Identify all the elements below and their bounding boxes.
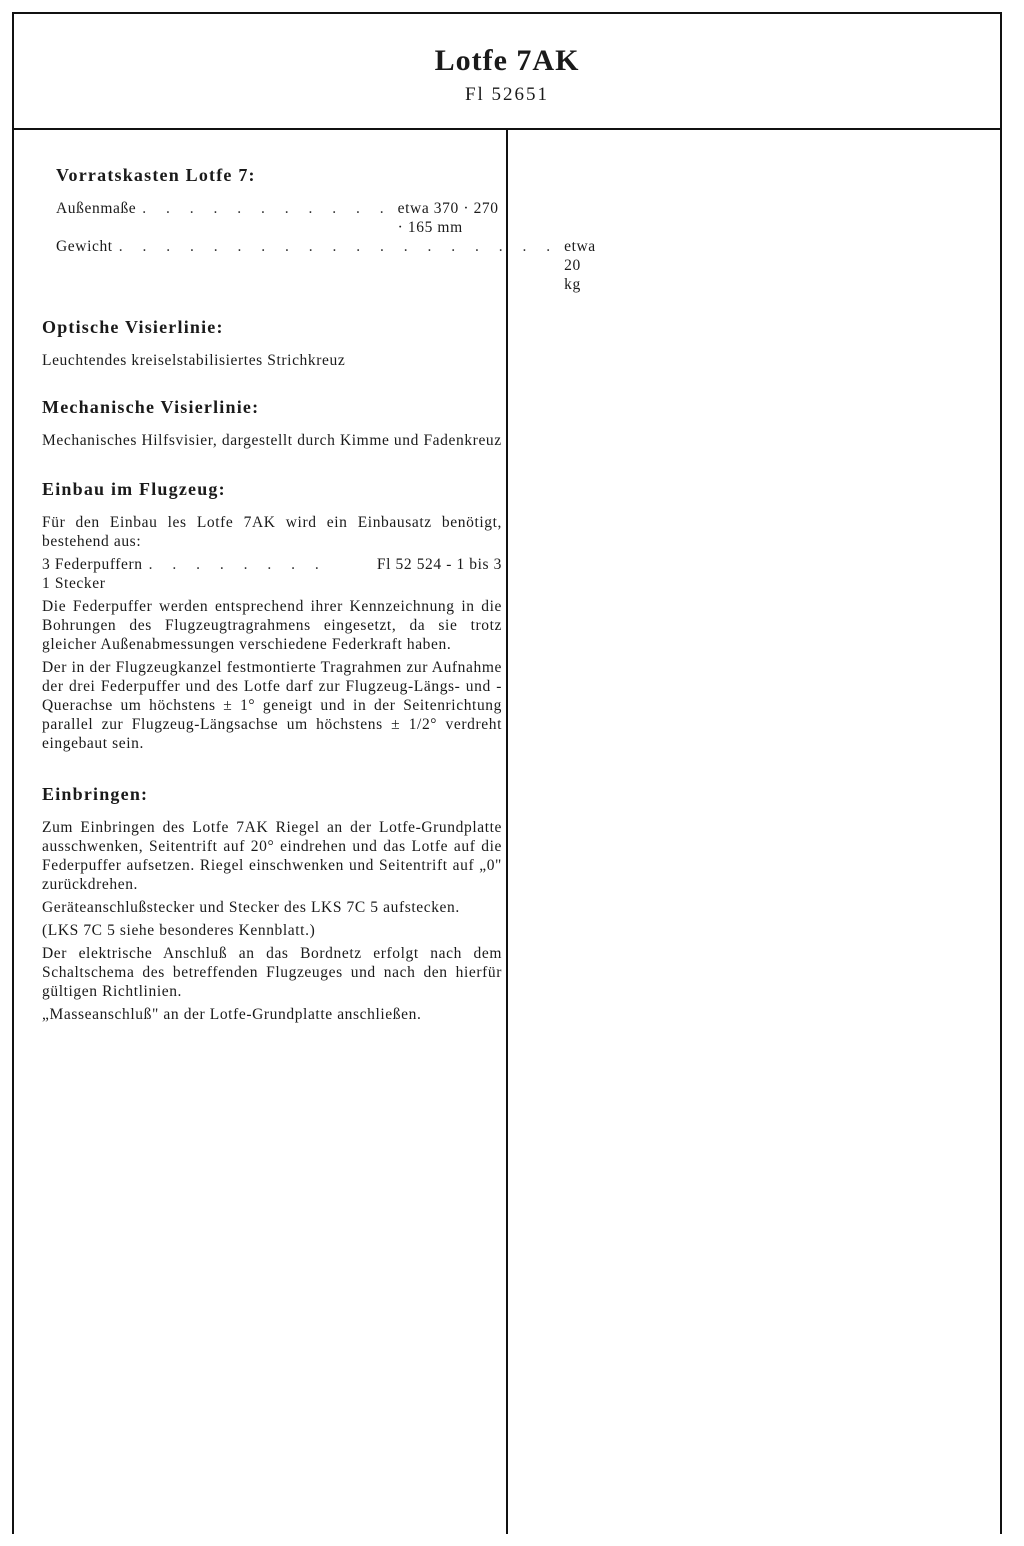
section-text: Leuchtendes kreiselstabilisiertes Strichkreuz — [42, 352, 346, 369]
spec-label: Außenmaße — [56, 200, 137, 217]
kit-item-row — [42, 555, 502, 574]
spec-label: Gewicht — [56, 238, 113, 255]
document-sheet — [12, 12, 1002, 1534]
section-text: (LKS 7C 5 siehe besonderes Kennblatt.) — [42, 922, 316, 939]
left-column — [42, 165, 596, 1028]
section-text: Mechanisches Hilfsvisier, dargestellt durch Kimme und Fadenkreuz — [42, 432, 502, 449]
section-text: Der elektrische Anschluß an das Bordnetz erfolgt nach dem Schaltschema des betreffenden Flugzeuges und nach den hierfür gültigen Richtlinien. — [42, 945, 502, 1000]
kit-item-label: 3 Federpuffern — [42, 556, 143, 573]
spec-value: etwa 20 kg — [564, 238, 596, 293]
section-text: Der in der Flugzeugkanzel festmontierte Tragrahmen zur Aufnahme der drei Federpuffer und des Lotfe darf zur Flugzeug-Längs- und -Querachse um höchstens ± 1° geneigt und in der Seitenrichtung parallel zur Flugzeug-Längsachse um höchstens ± 1/2° verdreht eingebaut sein. — [42, 659, 502, 752]
section-text: Für den Einbau les Lotfe 7AK wird ein Einbausatz benötigt, bestehend aus: — [42, 514, 502, 550]
document-title: Lotfe 7AK — [434, 44, 580, 77]
spec-row-dimensions — [56, 199, 502, 237]
document-code: Fl 52651 — [464, 84, 550, 105]
section-einbau — [42, 480, 502, 753]
section-vorratskasten — [42, 165, 596, 294]
section-einbringen — [42, 785, 502, 1024]
leader-dots: . . . . . . . . — [148, 556, 327, 573]
column-divider — [506, 130, 508, 1534]
section-heading: Einbringen: — [42, 784, 149, 804]
leader-dots: . . . . . . . . . . . . . . . . . . . — [118, 238, 559, 255]
section-text: Die Federpuffer werden entsprechend ihrer Kennzeichnung in die Bohrungen des Flugzeugtragrahmens eingesetzt, da sie trotz gleicher Außenabmessungen verschiedene Federkraft haben. — [42, 598, 502, 653]
leader-dots: . . . . . . . . . . . — [142, 200, 392, 217]
section-text: Zum Einbringen des Lotfe 7AK Riegel an der Lotfe-Grundplatte ausschwenken, Seitentrift auf 20° eindrehen und das Lotfe auf die Federpuffer aufsetzen. Riegel einschwenken und Seitentrift auf „0" zurückdrehen. — [42, 819, 502, 893]
section-text: Geräteanschlußstecker und Stecker des LKS 7C 5 aufstecken. — [42, 899, 460, 916]
kit-item-value: Fl 52 524 - 1 bis 3 — [376, 556, 502, 573]
section-heading: Einbau im Flugzeug: — [42, 479, 226, 499]
section-heading: Optische Visierlinie: — [42, 317, 224, 337]
section-heading: Vorratskasten Lotfe 7: — [56, 165, 256, 185]
spec-value: etwa 370 · 270 · 165 mm — [397, 200, 499, 236]
section-optische-visierlinie — [42, 318, 502, 370]
spec-row-weight — [56, 237, 596, 294]
section-heading: Mechanische Visierlinie: — [42, 397, 260, 417]
section-mechanische-visierlinie — [42, 398, 502, 450]
section-text: „Masseanschluß" an der Lotfe-Grundplatte anschließen. — [42, 1006, 422, 1023]
document-header — [14, 14, 1000, 130]
kit-item: 1 Stecker — [42, 575, 106, 592]
